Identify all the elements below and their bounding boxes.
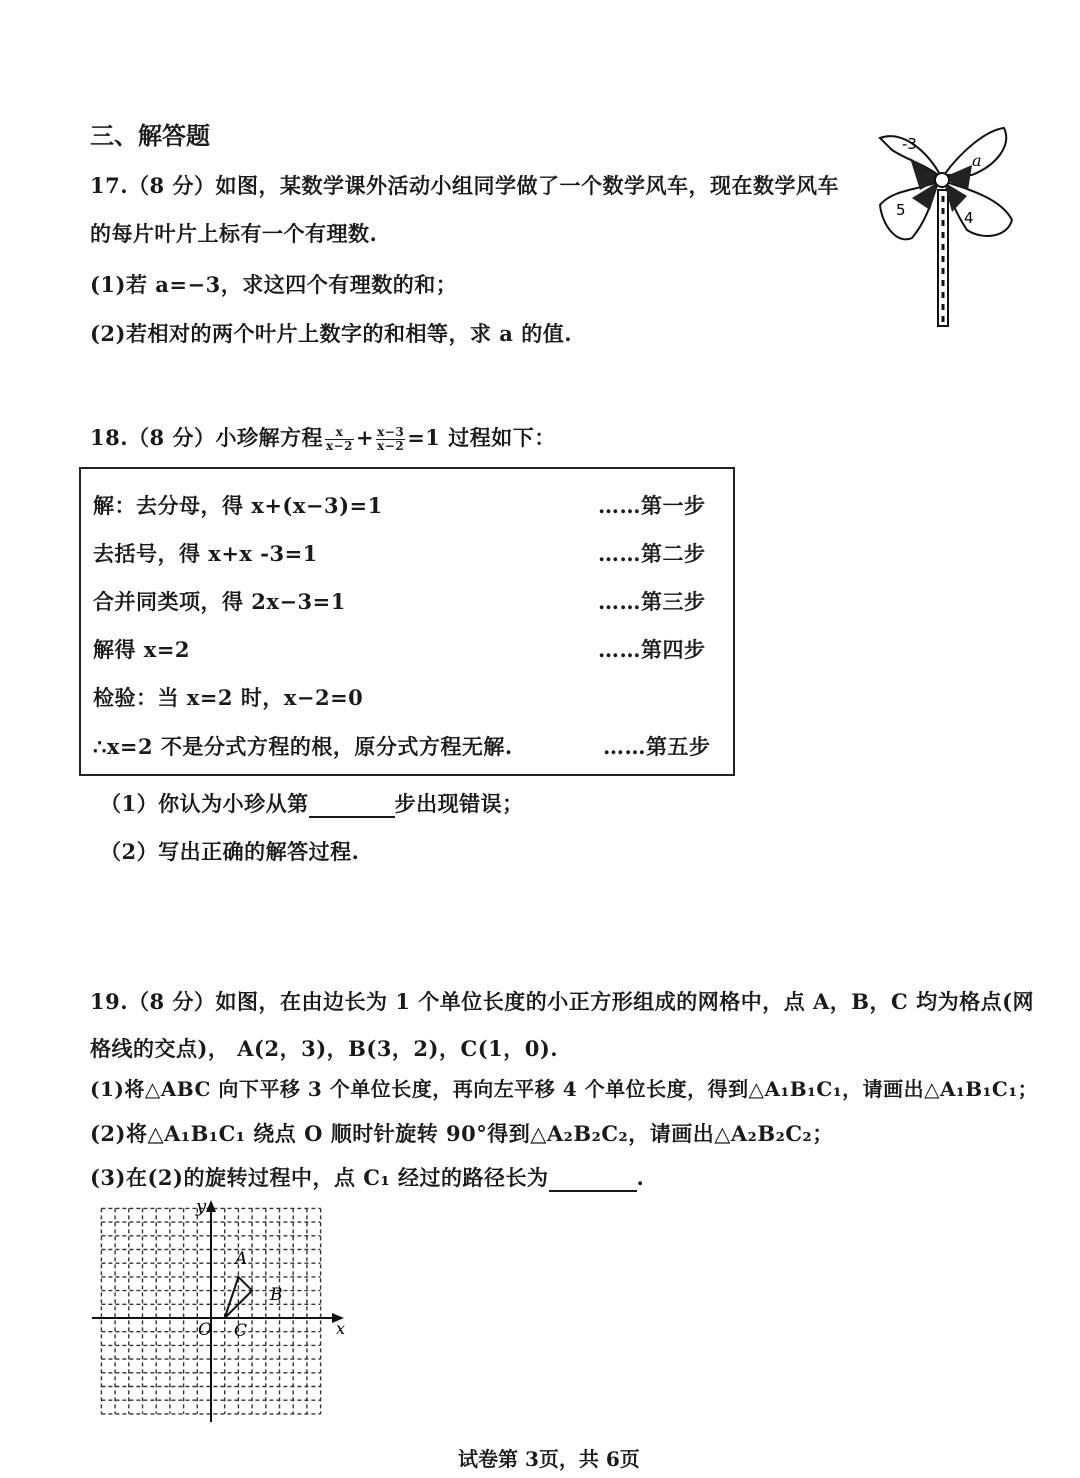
q18-suffix: =1 过程如下： bbox=[407, 425, 556, 450]
step-3-text: 合并同类项，得 2x−3=1 bbox=[93, 589, 346, 614]
frac1-numerator: x bbox=[325, 426, 354, 440]
step-3-label: ……第三步 bbox=[598, 589, 706, 614]
frac1-denominator: x−2 bbox=[325, 439, 354, 453]
frac2-numerator: x−3 bbox=[377, 425, 405, 439]
q18-fraction-1 bbox=[325, 426, 354, 453]
step-4-label: ……第四步 bbox=[598, 637, 706, 662]
q18-stem bbox=[90, 422, 556, 453]
q18-prefix: 18.（8 分）小珍解方程 bbox=[90, 425, 323, 450]
q17-part2: (2)若相对的两个叶片上数字的和相等，求 a 的值. bbox=[90, 321, 573, 346]
pinwheel-hub bbox=[935, 173, 949, 187]
frac2-denominator: x−2 bbox=[377, 439, 405, 453]
q19-part3 bbox=[90, 1162, 644, 1192]
q18-sub2: （2）写出正确的解答过程. bbox=[100, 839, 360, 864]
q19-part1: (1)将△ABC 向下平移 3 个单位长度，再向左平移 4 个单位长度，得到△A₁B₁C₁，请画出△A₁B₁C₁； bbox=[90, 1077, 1039, 1101]
point-b-label: B bbox=[270, 1285, 283, 1305]
step-1-label: ……第一步 bbox=[598, 493, 706, 518]
page-footer: 试卷第 3页，共 6页 bbox=[458, 1447, 640, 1471]
q19-part3-b: . bbox=[636, 1165, 645, 1190]
q18-sub1-b: 步出现错误； bbox=[394, 791, 524, 816]
step-1-text: 解：去分母，得 x+(x−3)=1 bbox=[93, 493, 383, 518]
y-axis-label: y bbox=[196, 1196, 207, 1217]
coordinate-grid bbox=[88, 1192, 358, 1424]
answer-blank-path[interactable] bbox=[549, 1170, 637, 1192]
q17-line2: 的每片叶片上标有一个有理数. bbox=[90, 221, 378, 246]
q17-part1: (1)若 a=−3，求这四个有理数的和； bbox=[90, 272, 458, 297]
q19-line1: 19.（8 分）如图，在由边长为 1 个单位长度的小正方形组成的网格中，点 A，B，C 均为格点(网 bbox=[90, 989, 1035, 1014]
q19-line2: 格线的交点)， A(2，3)，B(3，2)，C(1，0). bbox=[90, 1036, 559, 1061]
blade-label-bottom: 4 bbox=[964, 209, 974, 227]
step-2-label: ……第二步 bbox=[598, 541, 706, 566]
q17-line1: 17.（8 分）如图，某数学课外活动小组同学做了一个数学风车，现在数学风车 bbox=[90, 173, 839, 198]
blade-label-left: 5 bbox=[896, 201, 906, 219]
origin-label: O bbox=[198, 1320, 212, 1340]
x-axis-label: x bbox=[336, 1319, 346, 1338]
step-5-text: ∴x=2 不是分式方程的根，原分式方程无解. bbox=[93, 734, 513, 759]
section-title: 三、解答题 bbox=[90, 121, 210, 150]
answer-blank-step[interactable] bbox=[309, 796, 395, 818]
q18-plus: + bbox=[356, 425, 375, 450]
q19-part2: (2)将△A₁B₁C₁ 绕点 O 顺时针旋转 90°得到△A₂B₂C₂，请画出△A₂B₂C₂； bbox=[90, 1121, 834, 1146]
y-axis-arrow bbox=[206, 1200, 216, 1212]
blade-label-top: -3 bbox=[902, 135, 917, 153]
step-2-text: 去括号，得 x+x -3=1 bbox=[93, 541, 318, 566]
point-c-label: C bbox=[234, 1321, 248, 1341]
step-4-text: 解得 x=2 bbox=[93, 637, 191, 662]
q18-sub1 bbox=[100, 788, 524, 818]
q18-sub1-a: （1）你认为小珍从第 bbox=[100, 791, 309, 816]
q18-fraction-2 bbox=[376, 426, 405, 453]
check-text: 检验：当 x=2 时，x−2=0 bbox=[93, 685, 364, 710]
triangle-abc bbox=[225, 1277, 252, 1318]
q19-part3-a: (3)在(2)的旋转过程中，点 C₁ 经过的路径长为 bbox=[90, 1165, 549, 1190]
pinwheel-figure bbox=[872, 120, 1017, 330]
blade-label-right: a bbox=[972, 151, 982, 170]
point-a-label: A bbox=[235, 1249, 248, 1269]
step-5-label: ……第五步 bbox=[603, 734, 711, 759]
